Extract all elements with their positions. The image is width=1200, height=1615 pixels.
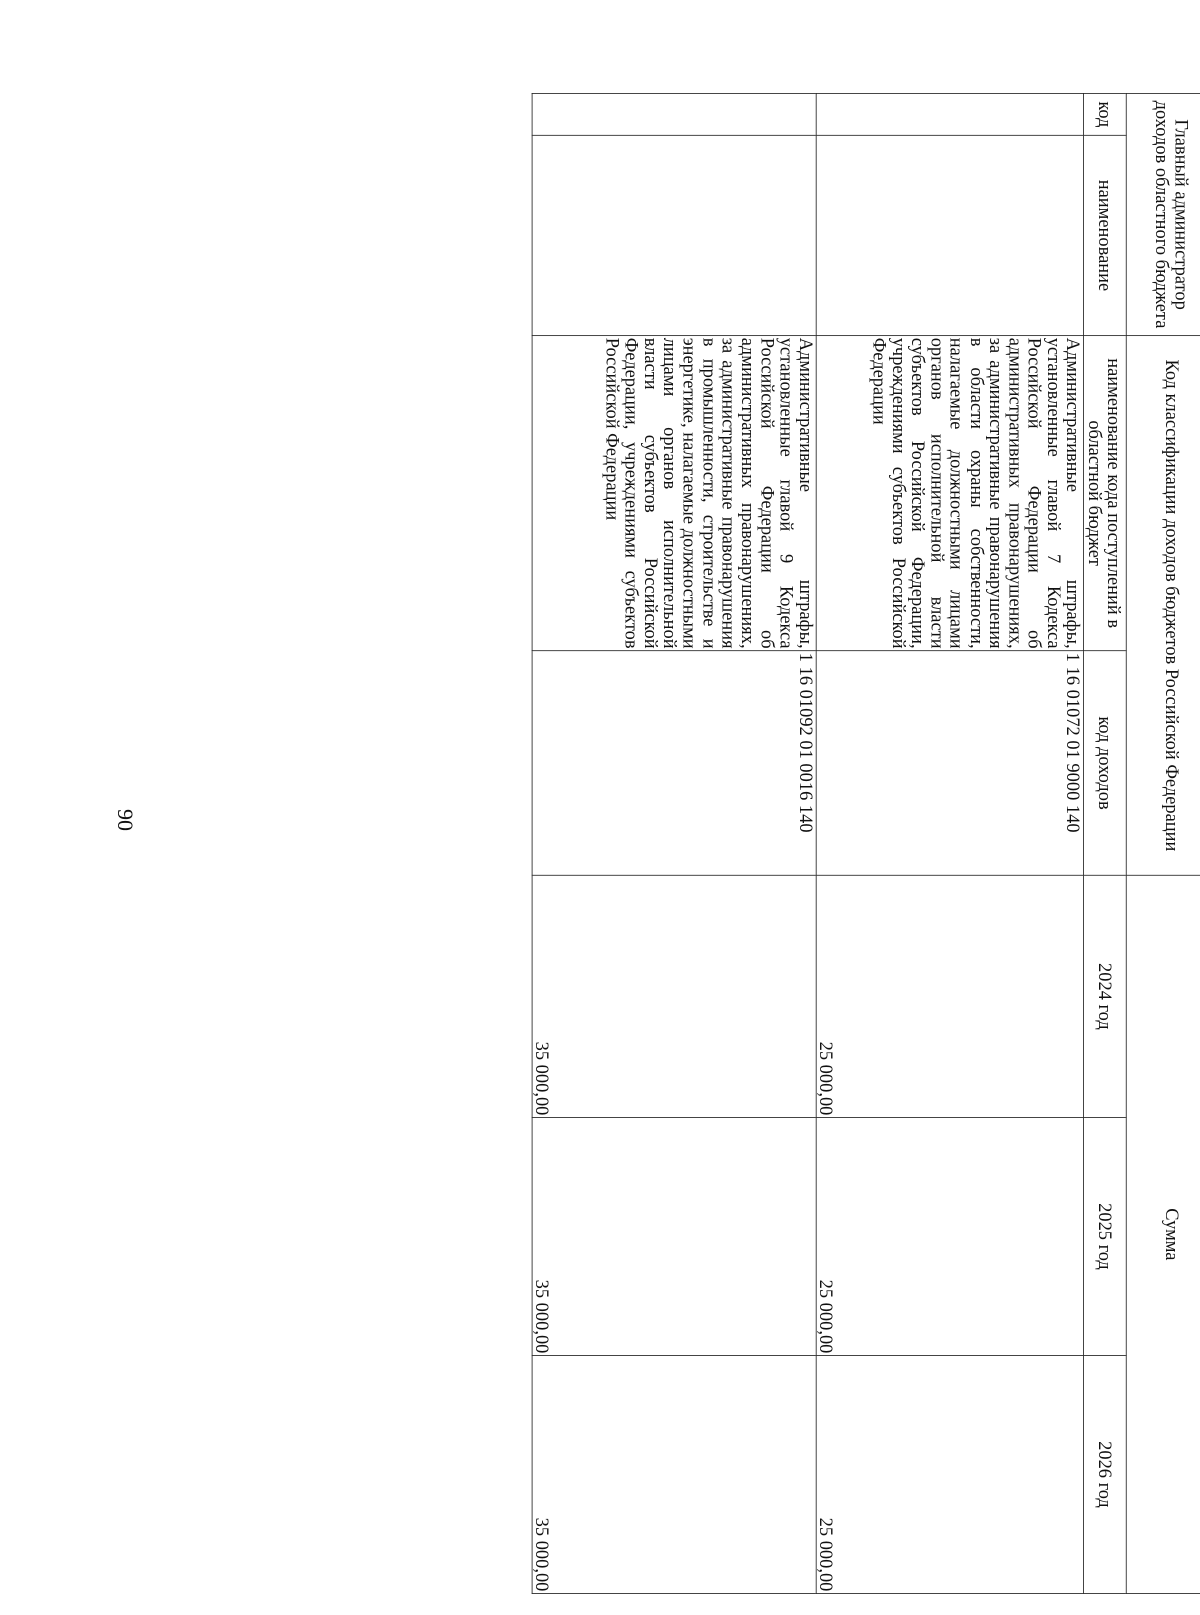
sum-2025-cell: 25 000,00 bbox=[816, 1117, 1083, 1355]
admin-name-header: наименование bbox=[1084, 135, 1127, 335]
income-name-cell: Административные штрафы, установленные главой 7 Кодекса Российской Федерации об административных правонарушениях, за административные правонарушения в области охраны собственности, налагаемые должностными лицами органов исполнительной власти субъектов Российской Федерации, учреждениями субъектов Российской Федерации bbox=[816, 336, 1083, 651]
sum-2025-cell: 35 000,00 bbox=[532, 1117, 816, 1355]
page-number: 90 bbox=[113, 809, 138, 831]
classification-group-header: Код классификации доходов бюджетов Российской Федерации bbox=[1126, 336, 1200, 876]
rotated-table-container bbox=[212, 93, 1200, 1593]
sum-2024-cell: 25 000,00 bbox=[816, 875, 1083, 1117]
year-2026-header: 2026 год bbox=[1084, 1355, 1127, 1593]
admin-code-header: код bbox=[1084, 93, 1127, 135]
table-row bbox=[532, 93, 816, 1593]
admin-name-cell bbox=[532, 135, 816, 335]
sum-2026-cell: 25 000,00 bbox=[816, 1355, 1083, 1593]
sum-2026-cell: 35 000,00 bbox=[532, 1355, 816, 1593]
income-name-cell: Административные штрафы, установленные главой 9 Кодекса Российской Федерации об административных правонарушениях, за административные правонарушения в промышленности, строительстве и энергетике, налагаемые должностными лицами органов исполнительной власти субъектов Российской Федерации, учреждениями субъектов Российской Федерации bbox=[532, 336, 816, 651]
income-code-cell: 1 16 01072 01 9000 140 bbox=[816, 651, 1083, 876]
sum-2024-cell: 35 000,00 bbox=[532, 875, 816, 1117]
income-classification-table bbox=[532, 93, 1200, 1594]
income-code-cell: 1 16 01092 01 0016 140 bbox=[532, 651, 816, 876]
admin-code-cell bbox=[532, 93, 816, 135]
table-row bbox=[816, 93, 1083, 1593]
admin-code-cell bbox=[816, 93, 1083, 135]
income-code-header: код доходов bbox=[1084, 651, 1127, 876]
sum-group-header: Сумма bbox=[1126, 875, 1200, 1593]
income-name-header: наименование кода поступлений в областной бюджет bbox=[1084, 336, 1127, 651]
year-2025-header: 2025 год bbox=[1084, 1117, 1127, 1355]
year-2024-header: 2024 год bbox=[1084, 875, 1127, 1117]
admin-name-cell bbox=[816, 135, 1083, 335]
admin-group-header: Главный администратор доходов областного бюджета bbox=[1126, 93, 1200, 335]
